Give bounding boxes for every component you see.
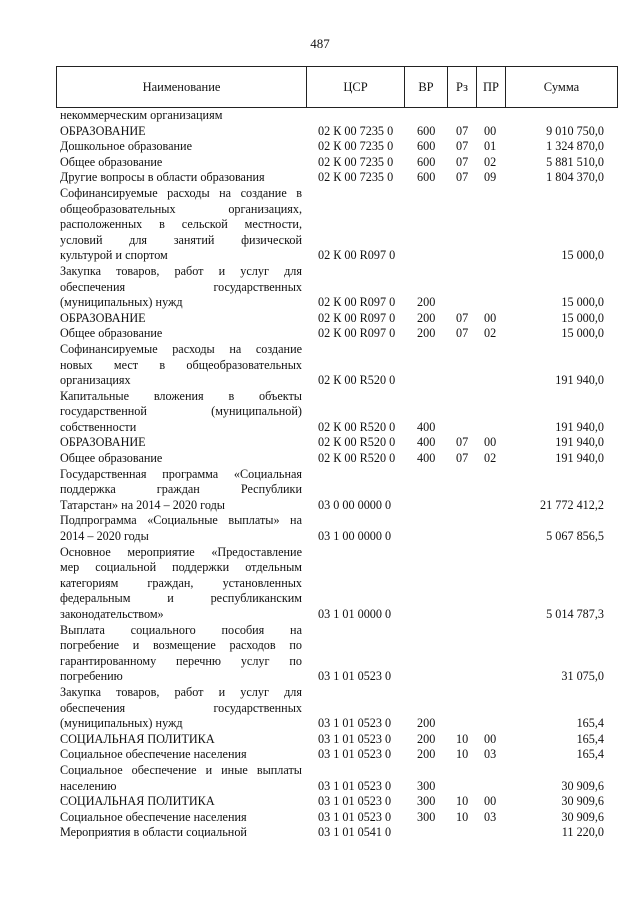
row-sum: 30 909,6 [561, 778, 604, 793]
row-csr: 02 К 00 R520 0 [318, 419, 396, 434]
table-row [0, 732, 640, 748]
row-name-line: собственности [60, 419, 137, 434]
row-name-line: ОБРАЗОВАНИЕ [60, 435, 146, 450]
row-rz: 10 [456, 731, 469, 746]
row-rz: 07 [456, 139, 469, 154]
row-name-line: 2014 – 2020 годы [60, 529, 149, 544]
row-sum: 191 940,0 [555, 373, 604, 388]
row-name-line: обеспечения государственных [60, 700, 302, 715]
row-sum: 191 940,0 [555, 435, 604, 450]
header-csr: ЦСР [306, 67, 404, 107]
row-name [60, 186, 302, 264]
row-name [60, 108, 302, 124]
header-name: Наименование [142, 80, 221, 94]
row-name [60, 389, 302, 436]
table-row [0, 810, 640, 826]
row-csr: 03 1 01 0523 0 [318, 669, 392, 684]
row-csr: 03 1 00 0000 0 [318, 529, 392, 544]
table-row [0, 451, 640, 467]
row-sum: 165,4 [576, 731, 604, 746]
row-pr: 00 [484, 731, 497, 746]
row-sum: 5 067 856,5 [546, 529, 604, 544]
table-row [0, 747, 640, 763]
row-name-line: общеобразовательных организациях, [60, 201, 302, 216]
row-name-line: (муниципальных) нужд [60, 295, 183, 310]
table-row [0, 389, 640, 436]
row-sum: 165,4 [576, 716, 604, 731]
row-csr: 02 К 00 7235 0 [318, 154, 394, 169]
row-name-line: Государственная программа «Социальная [60, 466, 302, 481]
row-name-line: Подпрограмма «Социальные выплаты» на [60, 513, 302, 528]
row-pr: 09 [484, 170, 497, 185]
row-rz: 10 [456, 794, 469, 809]
row-csr: 02 К 00 R520 0 [318, 451, 396, 466]
row-sum: 1 324 870,0 [546, 139, 604, 154]
row-name-line: Социальное обеспечение и иные выплаты [60, 762, 302, 777]
row-name-line: Софинансируемые расходы на создание [60, 341, 302, 356]
row-name [60, 326, 302, 342]
row-name-line: Социальное обеспечение населения [60, 747, 247, 762]
row-name [60, 545, 302, 623]
table-row [0, 685, 640, 732]
row-sum: 5 014 787,3 [546, 607, 604, 621]
table-row [0, 155, 640, 171]
row-pr: 02 [484, 451, 497, 466]
row-name-line: Общее образование [60, 451, 163, 466]
table-row [0, 763, 640, 794]
row-pr: 02 [484, 326, 497, 341]
row-name-line: Софинансируемые расходы на создание в [60, 185, 302, 200]
row-pr: 03 [484, 747, 497, 762]
row-name-line: государственной (муниципальной) [60, 404, 302, 419]
row-name [60, 810, 302, 826]
row-sum: 30 909,6 [561, 794, 604, 809]
row-name-line: Социальное обеспечение населения [60, 809, 247, 824]
row-rz: 10 [456, 747, 469, 762]
row-sum: 9 010 750,0 [546, 123, 604, 138]
row-name-line: законодательством» [60, 607, 164, 621]
row-csr: 02 К 00 7235 0 [318, 123, 394, 138]
row-name-line: гарантированному перечню услуг по [60, 653, 302, 668]
row-rz: 07 [456, 451, 469, 466]
row-sum: 30 909,6 [561, 809, 604, 824]
row-name-line: погребению [60, 669, 123, 684]
row-name-line: некоммерческим организациям [60, 108, 223, 122]
row-sum: 165,4 [576, 747, 604, 762]
row-name-line: условий для занятий физической [60, 232, 302, 247]
row-csr: 03 1 01 0523 0 [318, 809, 392, 824]
row-csr: 03 0 00 0000 0 [318, 497, 392, 512]
row-sum: 31 075,0 [561, 669, 604, 684]
row-name-line: Закупка товаров, работ и услуг для [60, 684, 302, 699]
row-name-line: населению [60, 778, 117, 793]
row-pr: 00 [484, 435, 497, 450]
row-csr: 03 1 01 0523 0 [318, 747, 392, 762]
row-sum: 1 804 370,0 [546, 170, 604, 185]
row-name-line: категориям граждан, установленных [60, 575, 302, 590]
row-rz: 10 [456, 809, 469, 824]
row-vr: 300 [417, 794, 436, 809]
row-csr: 03 1 01 0523 0 [318, 794, 392, 809]
row-name [60, 794, 302, 810]
row-name-line: Общее образование [60, 154, 163, 169]
row-name-line: Дошкольное образование [60, 139, 192, 154]
row-pr: 02 [484, 154, 497, 169]
row-name [60, 685, 302, 732]
row-sum: 191 940,0 [555, 419, 604, 434]
row-sum: 15 000,0 [561, 326, 604, 341]
table-row [0, 311, 640, 327]
row-csr: 02 К 00 7235 0 [318, 139, 394, 154]
row-name [60, 124, 302, 140]
page-number: 487 [310, 36, 330, 51]
row-pr: 00 [484, 123, 497, 138]
row-csr: 03 1 01 0523 0 [318, 778, 392, 793]
row-name-line: Мероприятия в области социальной [60, 825, 247, 840]
row-sum: 15 000,0 [561, 295, 604, 310]
row-vr: 200 [417, 326, 436, 341]
row-name-line: СОЦИАЛЬНАЯ ПОЛИТИКА [60, 731, 215, 746]
header-vr: ВР [404, 67, 447, 107]
row-name-line: федеральным и республиканским [60, 591, 302, 606]
row-rz: 07 [456, 170, 469, 185]
row-vr: 400 [417, 451, 436, 466]
row-name [60, 467, 302, 514]
table-row [0, 124, 640, 140]
table-row [0, 108, 640, 124]
row-rz: 07 [456, 326, 469, 341]
row-name [60, 513, 302, 544]
table-row [0, 186, 640, 264]
row-vr: 200 [417, 716, 436, 731]
row-name-line: Татарстан» на 2014 – 2020 годы [60, 497, 225, 512]
table-row [0, 825, 640, 841]
table-row [0, 794, 640, 810]
row-vr: 200 [417, 731, 436, 746]
header-rz: Рз [447, 67, 476, 107]
row-vr: 600 [417, 170, 436, 185]
row-name [60, 342, 302, 389]
row-csr: 03 1 01 0523 0 [318, 731, 392, 746]
row-name-line: Другие вопросы в области образования [60, 170, 265, 185]
table-row [0, 467, 640, 514]
row-name-line: Капитальные вложения в объекты [60, 388, 302, 403]
row-vr: 600 [417, 154, 436, 169]
row-name [60, 155, 302, 171]
row-sum: 15 000,0 [561, 248, 604, 263]
table-row [0, 326, 640, 342]
row-rz: 07 [456, 123, 469, 138]
row-name-line: Закупка товаров, работ и услуг для [60, 263, 302, 278]
header-sum: Сумма [505, 67, 617, 107]
row-pr: 00 [484, 794, 497, 809]
row-vr: 200 [417, 295, 436, 310]
row-name-line: обеспечения государственных [60, 279, 302, 294]
row-name [60, 763, 302, 794]
row-vr: 300 [417, 809, 436, 824]
row-csr: 02 К 00 R097 0 [318, 248, 396, 263]
row-vr: 400 [417, 419, 436, 434]
row-rz: 07 [456, 435, 469, 450]
table-row [0, 435, 640, 451]
row-csr: 02 К 00 7235 0 [318, 170, 394, 185]
table-row [0, 513, 640, 544]
row-rz: 07 [456, 154, 469, 169]
table-row [0, 139, 640, 155]
row-name [60, 139, 302, 155]
table-row [0, 623, 640, 685]
row-csr: 02 К 00 R097 0 [318, 326, 396, 341]
row-name [60, 170, 302, 186]
row-vr: 600 [417, 123, 436, 138]
row-name [60, 747, 302, 763]
row-sum: 15 000,0 [561, 310, 604, 325]
row-vr: 600 [417, 139, 436, 154]
row-csr: 02 К 00 R097 0 [318, 295, 396, 310]
row-csr: 02 К 00 R097 0 [318, 310, 396, 325]
table-row [0, 264, 640, 311]
row-name-line: организациях [60, 373, 131, 388]
row-name-line: ОБРАЗОВАНИЕ [60, 310, 146, 325]
row-sum: 11 220,0 [561, 825, 604, 840]
row-rz: 07 [456, 310, 469, 325]
table-row [0, 170, 640, 186]
row-vr: 200 [417, 747, 436, 762]
row-pr: 00 [484, 310, 497, 325]
row-name [60, 732, 302, 748]
row-name-line: расположенных в сельской местности, [60, 217, 302, 232]
row-name [60, 435, 302, 451]
row-name-line: (муниципальных) нужд [60, 716, 183, 731]
table-row [0, 342, 640, 389]
row-name-line: Общее образование [60, 326, 163, 341]
row-vr: 200 [417, 310, 436, 325]
row-name [60, 451, 302, 467]
row-csr: 03 1 01 0523 0 [318, 716, 392, 731]
row-name-line: Выплата социального пособия на [60, 622, 302, 637]
row-sum: 191 940,0 [555, 451, 604, 466]
row-pr: 01 [484, 139, 497, 154]
row-name [60, 264, 302, 311]
row-sum: 5 881 510,0 [546, 154, 604, 169]
row-name-line: ОБРАЗОВАНИЕ [60, 123, 146, 138]
row-name [60, 825, 302, 841]
row-pr: 03 [484, 809, 497, 824]
row-name-line: культурой и спортом [60, 248, 168, 263]
row-name-line: погребение и возмещение расходов по [60, 638, 302, 653]
table-body [0, 108, 640, 841]
row-csr: 02 К 00 R520 0 [318, 435, 396, 450]
row-name [60, 311, 302, 327]
row-name [60, 623, 302, 685]
row-vr: 400 [417, 435, 436, 450]
row-name-line: поддержка граждан Республики [60, 482, 302, 497]
row-name-line: новых мест в общеобразовательных [60, 357, 302, 372]
row-name-line: мер социальной поддержки отдельным [60, 560, 302, 575]
row-name-line: СОЦИАЛЬНАЯ ПОЛИТИКА [60, 794, 215, 809]
row-csr: 03 1 01 0000 0 [318, 607, 392, 621]
row-csr: 02 К 00 R520 0 [318, 373, 396, 388]
table-header [56, 66, 618, 108]
table-row [0, 545, 640, 623]
row-name-line: Основное мероприятие «Предоставление [60, 544, 302, 559]
row-vr: 300 [417, 778, 436, 793]
row-sum: 21 772 412,2 [540, 497, 604, 512]
row-csr: 03 1 01 0541 0 [318, 825, 392, 840]
header-pr: ПР [476, 67, 505, 107]
